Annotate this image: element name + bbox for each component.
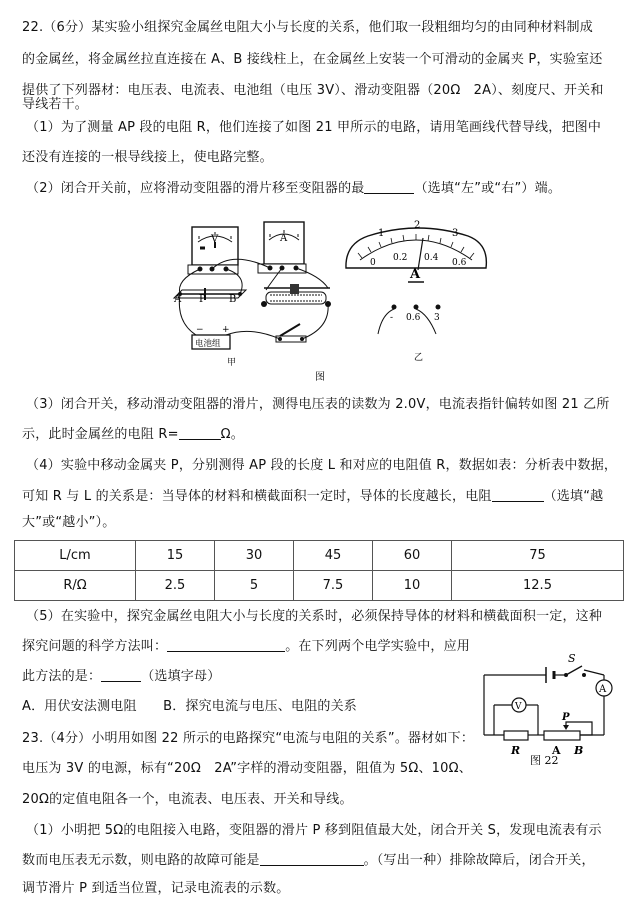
q23-line-3: 20Ω的定值电阻各一个，电流表、电压表、开关和导线。	[22, 792, 353, 807]
table-row	[15, 541, 624, 571]
table-cell: 75	[452, 541, 624, 571]
q22-line-3: 提供了下列器材：电压表、电流表、电池组（电压 3V）、滑动变阻器（20Ω 2A）、刻度尺、开关和	[22, 83, 604, 98]
svg-text:+: +	[222, 325, 230, 335]
scale-top-2: 2	[414, 220, 421, 231]
table-cell: L/cm	[15, 541, 136, 571]
q22-part5-line-3: 此方法的是： （选填字母）	[22, 669, 221, 684]
table-cell: 10	[373, 571, 452, 601]
table-cell: R/Ω	[15, 571, 136, 601]
svg-text:0.6: 0.6	[406, 313, 421, 323]
table-cell: 7.5	[294, 571, 373, 601]
answer-blank-resistance[interactable]	[179, 426, 221, 440]
figure-22	[478, 650, 628, 765]
table-cell: 12.5	[452, 571, 624, 601]
ammeter-label: A	[280, 233, 288, 244]
scale-bottom-3: 0.6	[452, 258, 467, 268]
answer-blank-left-right[interactable]	[364, 180, 414, 194]
voltmeter-symbol-icon	[512, 698, 526, 712]
answer-blank-method[interactable]	[167, 638, 285, 652]
voltmeter-symbol-label: V	[515, 702, 522, 712]
rheostat-icon	[261, 284, 331, 307]
terminal-b-label: B	[229, 294, 237, 305]
slider-p-label: P	[562, 712, 570, 723]
ammeter-symbol-label: A	[599, 684, 607, 695]
q22-part4-line-2: 可知 R 与 L 的关系是：当导体的材料和横截面积一定时，导体的长度越长，电阻 （选填“越	[22, 489, 604, 504]
scale-bottom-2: 0.4	[424, 253, 439, 263]
answer-blank-trend[interactable]	[492, 488, 544, 502]
q22-part2-text-b: （选填“左”或“右”）端。	[414, 181, 562, 196]
battery-pack-icon	[192, 325, 230, 349]
q22-line-2: 的金属丝，将金属丝拉直连接在 A、B 接线柱上，在金属丝上安装一个可滑动的金属夹 P，实验室还	[22, 52, 603, 67]
wire-board-icon	[173, 288, 246, 305]
q22-part4-line-1: （4）实验中移动金属夹 P，分别测得 AP 段的长度 L 和对应的电阻值 R，数据如表：分析表中数据，	[26, 458, 618, 473]
data-table	[14, 540, 624, 601]
q22-part3-line-2: 示，此时金属丝的电阻 R= Ω。	[22, 427, 245, 442]
clip-p-label: P	[199, 294, 206, 305]
resistor-r-icon	[504, 731, 528, 757]
ammeter-terminals	[378, 305, 441, 335]
q23-part1-line-3: 调节滑片 P 到适当位置，记录电流表的示数。	[22, 881, 290, 896]
table-row	[15, 571, 624, 601]
figure-21-caption: 图	[315, 372, 325, 383]
q22-line-1: 22.（6分）某实验小组探究金属丝电阻大小与长度的关系，他们取一段粗细均匀的由同种材料制成	[22, 20, 593, 35]
table-cell: 45	[294, 541, 373, 571]
circuit-22-wires	[484, 670, 604, 735]
figure-22-caption: 图 22	[530, 754, 559, 765]
answer-blank-fault[interactable]	[260, 852, 364, 866]
q22-part1-line-2: 还没有连接的一根导线接上，使电路完整。	[22, 150, 273, 165]
q23-part1-line-2: 数而电压表无示数，则电路的故障可能是 。（写出一种）排除故障后，闭合开关，	[22, 853, 595, 868]
svg-text:-: -	[390, 313, 394, 323]
resistor-label: R	[511, 744, 521, 757]
scale-bottom-0: 0	[370, 258, 376, 268]
switch-s-icon	[564, 652, 586, 677]
ammeter-dial-icon	[346, 220, 486, 282]
table-cell: 2.5	[136, 571, 215, 601]
answer-blank-choice[interactable]	[101, 668, 141, 682]
q22-part4-line-3: 大”或“越小”）。	[22, 515, 116, 530]
scale-top-1: 1	[378, 228, 385, 239]
rheostat-symbol-icon	[544, 712, 583, 757]
q22-part5-line-1: （5）在实验中，探究金属丝电阻大小与长度的关系时，必须保持导体的材料和横截面积一定，这种	[26, 609, 603, 624]
terminal-b22-label: B	[574, 744, 584, 757]
q22-line-4: 导线若干。	[22, 97, 89, 112]
battery-label: 电池组	[195, 339, 221, 349]
q22-part5-options: A．用伏安法测电阻 B．探究电流与电压、电阻的关系	[22, 699, 358, 714]
switch-label: S	[568, 652, 576, 665]
q22-part3-line-1: （3）闭合开关，移动滑动变阻器的滑片，测得电压表的读数为 2.0V，电流表指针偏转如图 21 乙所	[26, 397, 610, 412]
figure-21	[0, 210, 637, 390]
scale-bottom-1: 0.2	[393, 253, 408, 263]
q23-part1-line-1: （1）小明把 5Ω的电阻接入电路，变阻器的滑片 P 移到阻值最大处，闭合开关 S，发现电流表有示	[26, 823, 602, 838]
ammeter-symbol-icon	[596, 680, 612, 696]
table-cell: 15	[136, 541, 215, 571]
svg-text:3: 3	[434, 313, 440, 323]
q23-line-2: 电压为 3V 的电源，标有“20Ω 2A”字样的滑动变阻器，阻值为 5Ω、10Ω、	[22, 761, 472, 776]
table-cell: 5	[215, 571, 294, 601]
q22-part5-line-2: 探究问题的科学方法叫： 。在下列两个电学实验中，应用	[22, 639, 471, 654]
table-cell: 30	[215, 541, 294, 571]
table-cell: 60	[373, 541, 452, 571]
voltmeter-label: V	[211, 234, 219, 245]
terminal-a-label: A	[174, 294, 182, 305]
svg-text:−: −	[196, 325, 204, 335]
q23-line-1: 23.（4分）小明用如图 22 所示的电路探究“电流与电阻的关系”。器材如下：	[22, 731, 475, 746]
terminal-a22-label: A	[552, 744, 561, 757]
q22-part2	[26, 180, 561, 198]
dial-unit-label: A	[410, 267, 421, 282]
switch-icon	[276, 324, 306, 342]
voltmeter-icon	[188, 227, 238, 274]
q22-part2-text-a: （2）闭合开关前，应将滑动变阻器的滑片移至变阻器的最	[26, 181, 365, 196]
q22-part1-line-1: （1）为了测量 AP 段的电阻 R，他们连接了如图 21 甲所示的电路，请用笔画线代替导线，把图中	[26, 120, 602, 135]
battery-cell-icon	[546, 667, 554, 683]
figure-21-left-label: 甲	[227, 358, 237, 368]
figure-21-right-label: 乙	[414, 353, 424, 363]
scale-top-3: 3	[452, 228, 459, 239]
